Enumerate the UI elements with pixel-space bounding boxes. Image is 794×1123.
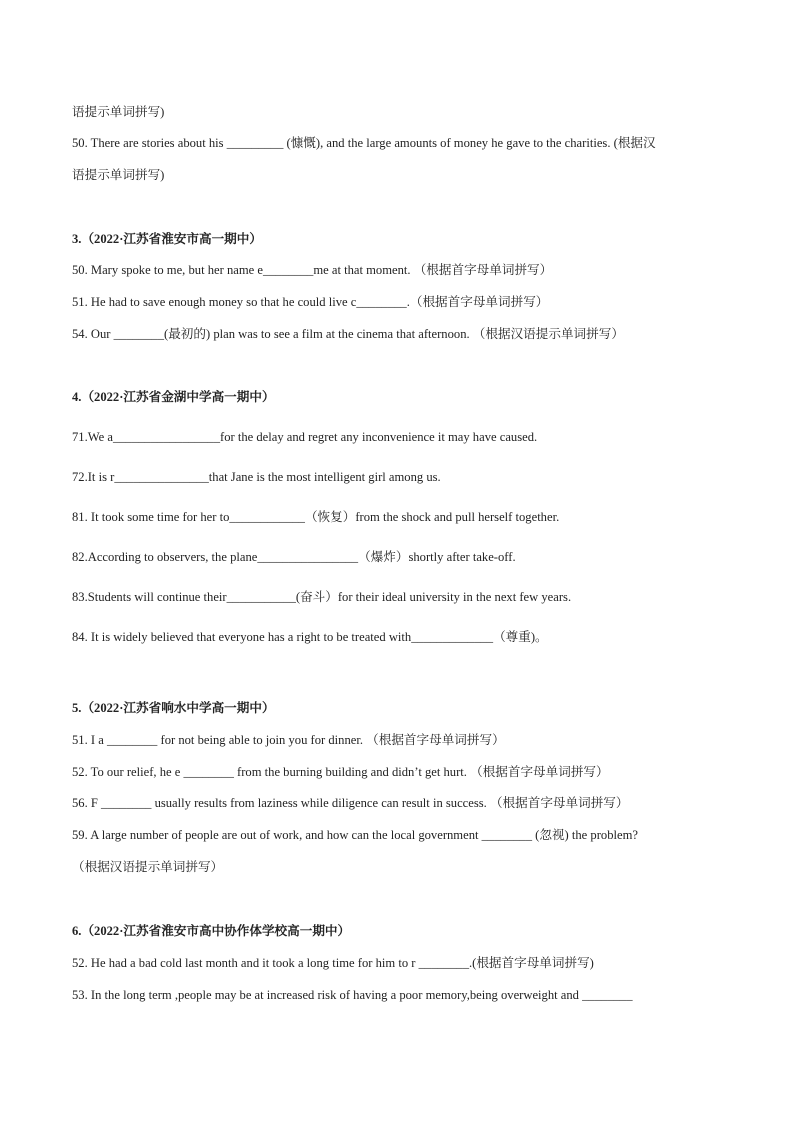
question-50-generous: 50. There are stories about his _________ (慷慨), and the large amounts of money he gave to the charities. (根据汉: [72, 136, 656, 150]
question-item: 72.It is r_______________that Jane is the most intelligent girl among us.: [72, 470, 441, 484]
section-title: 6.（2022·江苏省淮安市高中协作体学校高一期中）: [72, 924, 351, 938]
text-line: 语提示单词拼写): [72, 168, 165, 182]
section-title: 3.（2022·江苏省淮安市高一期中）: [72, 232, 262, 246]
section-title: 5.（2022·江苏省响水中学高一期中）: [72, 701, 275, 715]
question-item: （根据汉语提示单词拼写）: [72, 860, 224, 874]
question-item: 82.According to observers, the plane________________（爆炸）shortly after take-off.: [72, 550, 516, 564]
question-item: 83.Students will continue their___________(奋斗）for their ideal university in the next few years.: [72, 590, 572, 604]
question-item: 51. I a ________ for not being able to join you for dinner. （根据首字母单词拼写）: [72, 733, 505, 747]
question-item: 71.We a_________________for the delay and regret any inconvenience it may have caused.: [72, 430, 538, 444]
question-item: 50. Mary spoke to me, but her name e________me at that moment. （根据首字母单词拼写）: [72, 263, 553, 277]
question-item: 59. A large number of people are out of work, and how can the local government ________ (忽视) the problem?: [72, 828, 638, 842]
question-item: 54. Our ________(最初的) plan was to see a film at the cinema that afternoon. （根据汉语提示单词拼写）: [72, 327, 624, 341]
section-title: 4.（2022·江苏省金湖中学高一期中）: [72, 390, 275, 404]
question-item: 84. It is widely believed that everyone has a right to be treated with_____________（尊重)。: [72, 630, 548, 644]
question-item: 53. In the long term ,people may be at increased risk of having a poor memory,being overweight and ________: [72, 988, 633, 1002]
question-item: 56. F ________ usually results from laziness while diligence can result in success. （根据首字母单词拼写）: [72, 796, 629, 810]
question-item: 51. He had to save enough money so that he could live c________.（根据首字母单词拼写）: [72, 295, 549, 309]
question-item: 52. He had a bad cold last month and it took a long time for him to r ________.(根据首字母单词拼写): [72, 956, 594, 970]
question-item: 81. It took some time for her to____________（恢复）from the shock and pull herself together.: [72, 510, 560, 524]
text-line: 语提示单词拼写): [72, 105, 165, 119]
question-item: 52. To our relief, he e ________ from the burning building and didn’t get hurt. （根据首字母单词拼写）: [72, 765, 609, 779]
